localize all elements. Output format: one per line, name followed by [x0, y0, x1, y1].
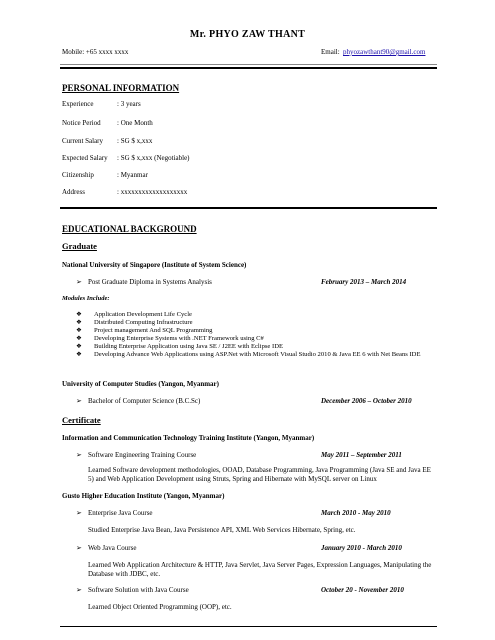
nus-dates: February 2013 – March 2014 [321, 278, 407, 286]
ucs-dates: December 2006 – October 2010 [321, 397, 412, 405]
footer-divider [60, 626, 437, 627]
gusto-desc-1: Studied Enterprise Java Bean, Java Persistence API, XML Web Services Hibernate, Spring, etc. [88, 526, 356, 534]
list-item [76, 319, 438, 327]
gusto-course-3: Software Solution with Java Course [88, 586, 189, 594]
diamond-icon: ❖ [76, 327, 82, 335]
label-experience: Experience [62, 100, 94, 108]
graduate-heading: Graduate [62, 241, 97, 251]
gusto-dates-2: January 2010 - March 2010 [321, 544, 402, 552]
header-divider [60, 64, 437, 65]
diamond-icon: ❖ [76, 311, 82, 318]
ict-description: Learned Software development methodologies, OOAD, Database Programming, Java Programming (Java SE and Java EE 5) and Web Application Development using Struts, Spring and Hibernate with MySQL server on Linux [88, 466, 431, 483]
gusto-institution: Gusto Higher Education Institute (Yangon, Myanmar) [62, 492, 225, 500]
modules-list [76, 311, 438, 360]
arrow-icon: ➢ [76, 586, 82, 594]
gusto-desc-3: Learned Object Oriented Programming (OOP), etc. [88, 603, 232, 611]
diamond-icon: ❖ [76, 351, 82, 359]
personal-info-heading: PERSONAL INFORMATION [62, 83, 180, 93]
list-item [76, 343, 438, 351]
candidate-name: Mr. PHYO ZAW THANT [189, 29, 306, 40]
value-address: : xxxxxxxxxxxxxxxxxxx [117, 188, 188, 196]
modules-heading: Modules Include: [62, 295, 110, 302]
gusto-course-1: Enterprise Java Course [88, 509, 153, 517]
module-label: Project management And SQL Programming [94, 327, 213, 335]
ict-institution: Information and Communication Technology Training Institute (Yangon, Myanmar) [62, 434, 315, 442]
ucs-course: Bachelor of Computer Science (B.C.Sc) [88, 397, 201, 405]
gusto-dates-1: March 2010 - May 2010 [321, 509, 391, 517]
gusto-desc-2: Learned Web Application Architecture & HTTP, Java Servlet, Java Server Pages, Expression Languages, Manipulating the Database with JDBC, etc. [88, 561, 432, 578]
list-item [76, 351, 438, 359]
gusto-dates-3: October 20 - November 2010 [321, 586, 404, 594]
label-expected-salary: Expected Salary [62, 154, 108, 162]
module-label: Developing Advance Web Applications using ASP.Net with Microsoft Visual Studio 2010 & Java EE 6 with Net Beans IDE [94, 351, 421, 359]
nus-course: Post Graduate Diploma in Systems Analysis [88, 278, 212, 286]
arrow-icon: ➢ [76, 397, 82, 405]
certificate-heading: Certificate [62, 415, 101, 425]
list-item [76, 335, 438, 343]
list-item [76, 311, 438, 319]
value-notice-period: : One Month [117, 119, 153, 127]
education-heading: EDUCATIONAL BACKGROUND [62, 224, 197, 234]
list-item [76, 327, 438, 335]
diamond-icon: ❖ [76, 335, 82, 343]
arrow-icon: ➢ [76, 509, 82, 517]
mobile-number: Mobile: +65 xxxx xxxx [62, 48, 129, 56]
arrow-icon: ➢ [76, 278, 82, 286]
value-current-salary: : SG $ x,xxx [117, 137, 153, 145]
arrow-icon: ➢ [76, 451, 82, 459]
ucs-institution: University of Computer Studies (Yangon, Myanmar) [62, 380, 219, 388]
value-expected-salary: : SG $ x,xxx (Negotiable) [117, 154, 190, 162]
arrow-icon: ➢ [76, 544, 82, 552]
email-link[interactable]: phyozawthant90@gmail.com [343, 48, 426, 56]
ict-course: Software Engineering Training Course [88, 451, 197, 459]
personal-divider [60, 207, 437, 209]
value-citizenship: : Myanmar [117, 171, 148, 179]
label-citizenship: Citizenship [62, 171, 94, 179]
gusto-course-2: Web Java Course [88, 544, 137, 552]
label-notice-period: Notice Period [62, 119, 101, 127]
email-label: Email: [321, 48, 340, 56]
module-label: Developing Enterprise Systems with .NET Framework using C# [94, 335, 264, 343]
diamond-icon: ❖ [76, 343, 82, 351]
header-divider-thick [60, 67, 437, 69]
value-experience: : 3 years [117, 100, 141, 108]
module-label: Application Development Life Cycle [94, 311, 192, 318]
ict-dates: May 2011 – September 2011 [321, 451, 402, 459]
module-label: Distributed Computing Infrastructure [94, 319, 193, 327]
label-address: Address [62, 188, 85, 196]
diamond-icon: ❖ [76, 319, 82, 327]
nus-institution: National University of Singapore (Institute of System Science) [62, 261, 247, 269]
module-label: Building Enterprise Application using Java SE / J2EE with Eclipse IDE [94, 343, 283, 351]
label-current-salary: Current Salary [62, 137, 104, 145]
